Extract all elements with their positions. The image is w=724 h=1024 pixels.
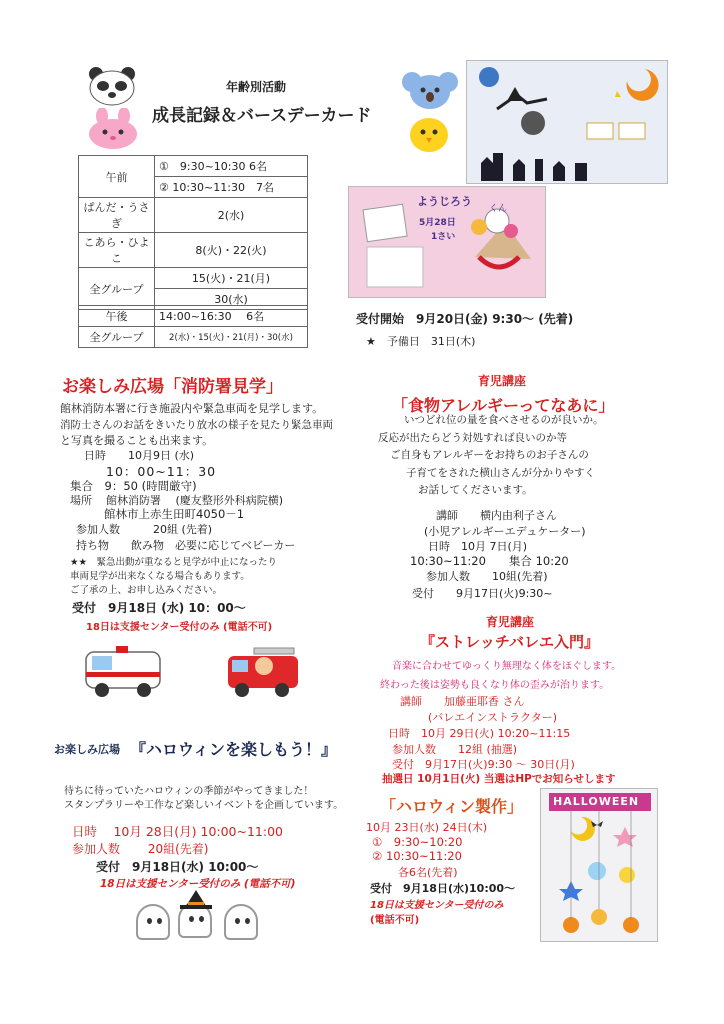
am-slot-2: ② 10:30~11:30 7名 (155, 177, 308, 198)
allergy-desc-line: いつどれ位の量を食べさせるのが良いか。 (404, 414, 604, 426)
stretch-reception: 受付 9月17日(火)9:30 ～ 30日(月) (392, 758, 575, 771)
halloween-fun-count: 参加人数 20組(先着) (72, 842, 209, 856)
pm-time: 14:00~16:30 6名 (155, 306, 308, 327)
header-subtitle: 年齢別活動 (226, 80, 287, 94)
am-date-cell: 8(火)・22(火) (155, 233, 308, 268)
fire-reception: 受付 9月18日 (水) 10：00～ (72, 601, 246, 615)
witch-hat-icon (176, 890, 216, 914)
fire-place-label: 場所 (70, 494, 92, 507)
stretch-lottery: 抽選日 10月1日(火) 当選はHPでお知らせします (382, 773, 616, 785)
am-group-cell: 全グループ (79, 268, 155, 310)
halloween-fun-date: 日時 10月 28日(月) 10:00~11:00 (72, 824, 284, 839)
fire-count: 参加人数 20組 (先着) (76, 523, 213, 536)
halloween-banner-text: HALLOWEEN (553, 795, 640, 808)
am-date-cell: 15(火)・21(月) (155, 268, 308, 289)
fire-date-label: 日時 (84, 449, 106, 462)
halloween-craft-dates: 10月 23日(水) 24日(木) (366, 821, 488, 834)
schedule-pm-table (78, 305, 308, 348)
am-date-cell: 2(水) (155, 198, 308, 233)
am-slot-1: ① 9:30~10:30 6名 (155, 156, 308, 177)
allergy-time: 10:30~11:20 集合 10:20 (410, 554, 569, 568)
card-name-suffix: くん (489, 204, 508, 214)
halloween-fun-desc-line: 待ちに待っていたハロウィンの季節がやってきました！ (64, 786, 314, 797)
allergy-desc-line: 子育てをされた横山さんが分かりやすく (406, 466, 595, 479)
fire-note-line: ご了承の上、お申し込みください。 (70, 585, 223, 596)
ghost-icon (136, 904, 170, 940)
allergy-desc-line: ご自身もアレルギーをお持ちのお子さんの (390, 449, 589, 461)
stretch-desc-2: 終わった後は姿勢も良くなり体の歪みが治ります。 (380, 680, 610, 691)
allergy-category: 育児講座 (478, 374, 527, 388)
halloween-fun-title-small: お楽しみ広場 (54, 743, 120, 756)
halloween-fun-phone-note: 18日は支援センター受付のみ (電話不可) (100, 878, 296, 890)
ghost-icon (224, 904, 258, 940)
card-age: 1さい (431, 232, 456, 242)
fire-meet: 集合 9：50 (時間厳守) (70, 479, 197, 493)
allergy-title: 「食物アレルギーってなあに」 (392, 396, 615, 415)
fire-address: 館林市上赤生田町4050－1 (104, 507, 245, 521)
stretch-date: 日時 10月 29日(火) 10:20~11:15 (388, 727, 571, 740)
pm-group: 全グループ (79, 327, 155, 348)
fire-note-line: 車両見学が出来なくなる場合もあります。 (70, 571, 250, 582)
ambulance-icon (82, 642, 166, 698)
halloween-craft-phone-note-1: 18日は支援センター受付のみ (370, 900, 504, 911)
koala-icon (402, 68, 458, 110)
birthday-reception: 受付開始 9月20日(金) 9:30～ (先着) (356, 312, 574, 326)
stretch-category: 育児講座 (486, 615, 535, 629)
halloween-fun-reception: 受付 9月18日(水) 10:00～ (96, 860, 259, 874)
stretch-count: 参加人数 12組 (抽選) (392, 743, 518, 756)
page-title: 成長記録＆バースデーカード (152, 106, 372, 126)
am-group-cell: こあら・ひよこ (79, 233, 155, 268)
fire-phone-note: 18日は支援センター受付のみ (電話不可) (86, 622, 273, 633)
fire-desc-line: と写真を撮ることも出来ます。 (60, 434, 214, 447)
am-label: 午前 (79, 156, 155, 198)
allergy-desc-line: お話してくださいます。 (418, 484, 533, 496)
pm-label: 午後 (79, 306, 155, 327)
fire-desc-line: 館林消防本署に行き施設内や緊急車両を見学します。 (60, 402, 324, 415)
fire-items: 持ち物 飲み物 必要に応じてベビーカー (76, 539, 296, 552)
stretch-title: 『ストレッチバレエ入門』 (420, 633, 599, 651)
pm-dates: 2(水)・15(火)・21(月)・30(水) (155, 327, 308, 348)
halloween-craft-slot-2: ② 10:30~11:20 (372, 849, 462, 863)
am-group-cell: ぱんだ・うさぎ (79, 198, 155, 233)
stretch-desc-1: 音楽に合わせてゆっくり無理なく体をほぐします。 (392, 661, 622, 672)
chick-icon (408, 112, 450, 154)
am-date-cell: 30(水) (155, 289, 308, 310)
card-name: ようじろう (417, 195, 472, 208)
allergy-lecturer-title: (小児アレルギーエデュケーター) (424, 525, 586, 538)
allergy-reception: 受付 9月17日(火)9:30~ (412, 587, 553, 600)
stretch-lecturer: 講師 加藤亜耶香 さん (400, 695, 525, 708)
fire-time: 10：00~11：30 (106, 464, 217, 479)
halloween-craft-title: 「ハロウィン製作」 (380, 797, 524, 816)
halloween-craft-count: 各6名(先着) (398, 866, 458, 879)
fire-date: 10月9日 (水) (128, 449, 195, 462)
halloween-fun-desc-line: スタンプラリーや工作など楽しいイベントを企画しています。 (64, 800, 344, 811)
fire-notes (70, 556, 330, 598)
birthday-reserve: ★ 予備日 31日(木) (366, 335, 476, 348)
rabbit-icon (86, 108, 140, 150)
halloween-mobile-photo (540, 788, 658, 942)
halloween-fun-desc (64, 785, 364, 813)
card-date: 5月28日 (419, 218, 456, 228)
halloween-card-photo (466, 60, 668, 184)
fire-truck-icon (224, 644, 302, 698)
allergy-desc-line: 反応が出たらどう対処すれば良いのか等 (378, 431, 567, 444)
fire-desc-line: 消防士さんのお話をきいたり放水の様子を見たり緊急車両 (60, 419, 333, 431)
allergy-date: 日時 10月 7日(月) (428, 540, 528, 553)
fire-desc (60, 401, 360, 449)
fire-title: お楽しみ広場「消防署見学」 (62, 377, 283, 397)
halloween-craft-slot-1: ① 9:30~10:20 (372, 835, 463, 849)
halloween-craft-phone-note-2: (電話不可) (370, 915, 420, 926)
schedule-am-table (78, 155, 308, 310)
allergy-desc (378, 412, 678, 500)
panda-icon (86, 66, 138, 106)
stretch-lecturer-title: (バレエインストラクター) (428, 711, 558, 724)
allergy-lecturer: 講師 横内由利子さん (436, 509, 557, 522)
halloween-fun-title: 『ハロウィンを楽しもう！』 (130, 740, 338, 759)
allergy-count: 参加人数 10組(先着) (426, 570, 548, 583)
fire-note-line: ★★ 緊急出動が重なると見学が中止になったり (70, 557, 278, 568)
fire-place: 館林消防署 (慶友整形外科病院横) (106, 494, 284, 507)
birthday-card-photo (348, 186, 546, 298)
halloween-craft-reception: 受付 9月18日(水)10:00～ (370, 882, 516, 895)
